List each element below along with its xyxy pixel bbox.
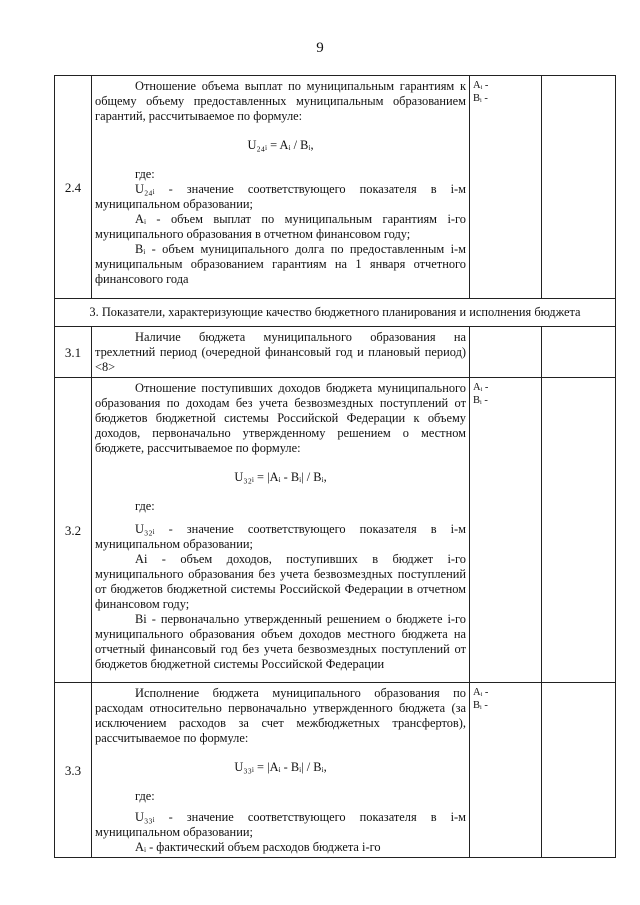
- definition-a: Ai - объем доходов, поступивших в бюджет i-го муниципального образования без учета безвозмездных поступлений от бюджетов бюджетной системы Российской Федерации в отчетном финансовом году;: [95, 552, 466, 611]
- empty-cell: [542, 378, 616, 683]
- row-number: 3.2: [55, 378, 92, 683]
- definition-b: Bi - первоначально утвержденный решением о бюджете i-го муниципального образования объем доходов местного бюджета на отчетный финансовый год без учета безвозмездных поступлений от бюджетов бюджетной системы Российской Федерации: [95, 612, 466, 671]
- definition-u: U₂₄ᵢ - значение соответствующего показателя в i-м муниципальном образовании;: [95, 182, 466, 211]
- formula: U₃₂ᵢ = |Aᵢ - Bᵢ| / Bᵢ,: [234, 470, 327, 484]
- variable-a: Aᵢ -: [473, 80, 489, 91]
- row-number: 3.1: [55, 327, 92, 378]
- where-label: где:: [135, 499, 155, 513]
- row-description: [92, 683, 470, 858]
- definition-a: Aᵢ - фактический объем расходов бюджета i-го: [135, 840, 381, 854]
- variable-b: Bᵢ -: [473, 93, 488, 104]
- definition-u: U₃₃ᵢ - значение соответствующего показателя в i-м муниципальном образовании;: [95, 810, 466, 839]
- row-description: [92, 76, 470, 299]
- row-text: Наличие бюджета муниципального образования на трехлетний период (очередной финансовый год и плановый период) <8>: [95, 330, 466, 374]
- variable-a: Aᵢ -: [473, 687, 489, 698]
- section-header-row: [55, 299, 616, 327]
- row-number: 2.4: [55, 76, 92, 299]
- where-label: где:: [135, 167, 155, 181]
- table-row-2-4: [55, 76, 616, 299]
- row-intro: Исполнение бюджета муниципального образования по расходам относительно первоначально утвержденного бюджета (за исключением расходов за счет межбюджетных трансфертов), рассчитываемое по формуле:: [95, 686, 466, 745]
- table-row-3-1: [55, 327, 616, 378]
- variables-cell: [470, 76, 542, 299]
- empty-cell: [542, 683, 616, 858]
- definition-b: Bᵢ - объем муниципального долга по предоставленным i-м муниципальным образованием гарантиям на 1 января отчетного финансового года: [95, 242, 466, 286]
- section-title: 3. Показатели, характеризующие качество бюджетного планирования и исполнения бюджета: [55, 299, 616, 327]
- variable-a: Aᵢ -: [473, 382, 489, 393]
- definition-a: Aᵢ - объем выплат по муниципальным гарантиям i-го муниципального образования в отчетном финансовом году;: [95, 212, 466, 241]
- row-intro: Отношение объема выплат по муниципальным гарантиям к общему объему предоставленных муниципальным образованием гарантий, рассчитываемое по формуле:: [95, 79, 466, 123]
- variable-b: Bᵢ -: [473, 395, 488, 406]
- variable-b: Bᵢ -: [473, 700, 488, 711]
- empty-cell: [542, 76, 616, 299]
- row-number: 3.3: [55, 683, 92, 858]
- row-description: [92, 378, 470, 683]
- page-number: 9: [316, 40, 324, 56]
- formula: U₃₃ᵢ = |Aᵢ - Bᵢ| / Bᵢ,: [234, 760, 327, 774]
- table-row-3-3: [55, 683, 616, 858]
- formula: U₂₄ᵢ = Aᵢ / Bᵢ,: [247, 138, 314, 152]
- variables-cell: [470, 327, 542, 378]
- indicators-table: [54, 75, 616, 858]
- definition-u: U₃₂ᵢ - значение соответствующего показателя в i-м муниципальном образовании;: [95, 522, 466, 551]
- where-label: где:: [135, 789, 155, 803]
- variables-cell: [470, 378, 542, 683]
- row-description: [92, 327, 470, 378]
- table-row-3-2: [55, 378, 616, 683]
- empty-cell: [542, 327, 616, 378]
- variables-cell: [470, 683, 542, 858]
- row-intro: Отношение поступивших доходов бюджета муниципального образования по доходам без учета безвозмездных поступлений от бюджетов бюджетной системы Российской Федерации к объему доходов, первоначально утвержденному решением о местном бюджете, рассчитываемое по формуле:: [95, 381, 466, 455]
